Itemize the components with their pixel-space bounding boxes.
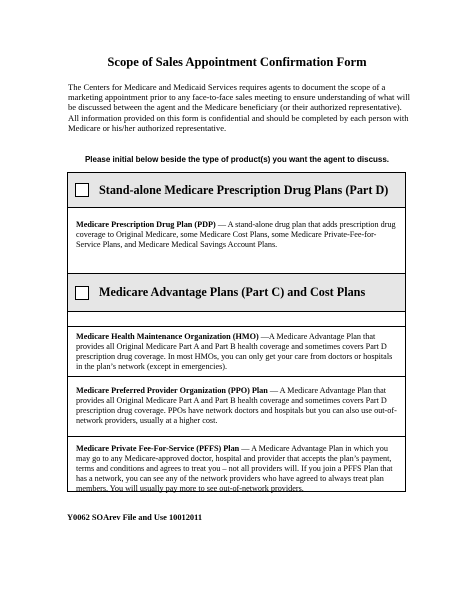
section-heading-part-d <box>68 173 405 207</box>
plan-description: — A Medicare Advantage Plan in which you may go to any Medicare-approved doctor, hospital and provider that accepts the plan’s payment, terms and conditions and agrees to treat you – not all providers will. If you join a PFFS Plan that has a network, you can see any of the network providers who have agreed to always treat plan members. You will usually pay more to see out-of-network providers. <box>76 444 393 493</box>
plan-description-pffs <box>68 436 405 491</box>
plan-description: — A Medicare Advantage Plan that provides all Original Medicare Part A and Part B health coverage and sometimes covers Part D prescription drug coverage. PPOs have network doctors and hospitals but you can also use out-of-network providers, usually at a higher cost. <box>76 386 397 425</box>
plan-description: —A Medicare Advantage Plan that provides all Original Medicare Part A and Part B health coverage and sometimes covers Part D prescription drug coverage. In most HMOs, you can only get your care from doctors or hospitals in the plan’s network (except in emergencies). <box>76 332 393 371</box>
part-c-checkbox[interactable] <box>75 286 89 300</box>
form-footer-code: Y0062 SOArev File and Use 10012011 <box>67 513 203 522</box>
section-heading-part-c <box>68 273 405 311</box>
spacer-row <box>68 311 405 326</box>
plan-name: Medicare Preferred Provider Organization (PPO) Plan <box>76 386 268 395</box>
plan-name: Medicare Private Fee-For-Service (PFFS) Plan <box>76 444 240 453</box>
form-title: Scope of Sales Appointment Confirmation Form <box>107 55 367 69</box>
plan-name: Medicare Health Maintenance Organization (HMO) <box>76 332 259 341</box>
section-heading-label: Medicare Advantage Plans (Part C) and Cost Plans <box>99 285 366 299</box>
plan-description-ppo <box>68 376 405 436</box>
intro-paragraph: The Centers for Medicare and Medicaid Services requires agents to document the scope of a marketing appointment prior to any face-to-face sales meeting to ensure understanding of what will be discussed between the agent and the Medicare beneficiary (or their authorized representative). All information provided on this form is confidential and should be completed by each person with Medicare or his/her authorized representative. <box>68 82 410 133</box>
plan-description-pdp <box>68 207 405 273</box>
product-selection-table <box>67 172 406 492</box>
plan-description: — A stand-alone drug plan that adds prescription drug coverage to Original Medicare, some Medicare Cost Plans, some Medicare Private-Fee-for-Service Plans, and Medicare Medical Savings Account Plans. <box>76 220 396 249</box>
section-heading-label: Stand-alone Medicare Prescription Drug Plans (Part D) <box>99 182 389 197</box>
instruction-text: Please initial below beside the type of product(s) you want the agent to discuss. <box>84 155 390 164</box>
part-d-checkbox[interactable] <box>75 183 89 197</box>
plan-name: Medicare Prescription Drug Plan (PDP) <box>76 220 216 229</box>
plan-description-hmo <box>68 326 405 376</box>
